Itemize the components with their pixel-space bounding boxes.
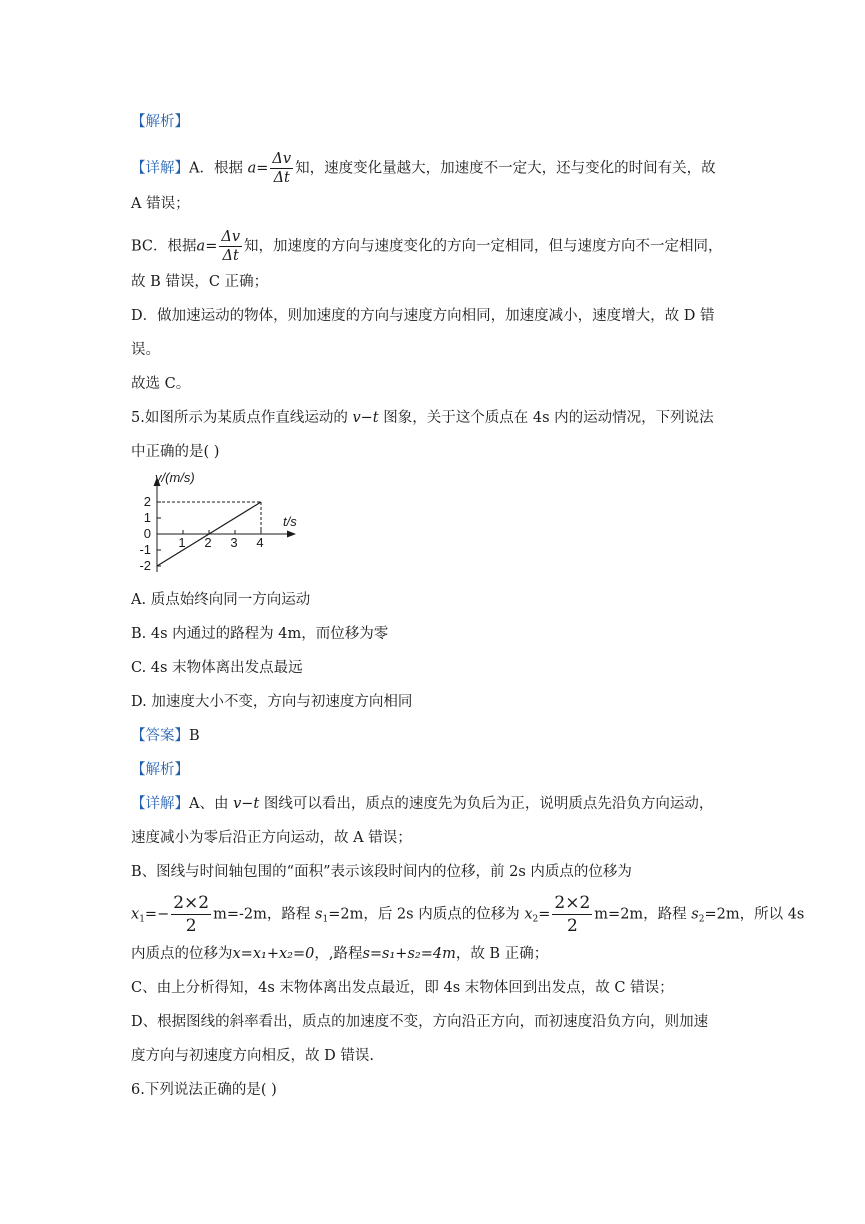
x-tick-label: 4 [256, 535, 264, 550]
y-tick-label: -1 [139, 542, 151, 557]
b-end3: =2m，所以 4s [704, 906, 805, 923]
q4-bc-prefix: BC．根据 [131, 238, 197, 255]
q5-stem-line1 [131, 408, 714, 428]
q5-option-b: B. 4s 内通过的路程为 4m，而位移为零 [131, 626, 389, 642]
formula-eq: = [205, 238, 218, 255]
q5-sol-a-suffix: 图线可以看出，质点的速度先为负后为正，说明质点先沿负方向运动， [263, 796, 714, 812]
x2-sub: 2 [532, 914, 539, 925]
x-tick-label: 1 [178, 535, 186, 550]
q4-detail-bc [131, 228, 723, 265]
area-fraction-2 [552, 892, 592, 937]
frac-num: 2×2 [554, 893, 591, 913]
x1-sub: 1 [139, 914, 145, 925]
y-tick-label: -2 [139, 558, 151, 573]
q5-stem-line2: 中正确的是( ) [131, 444, 220, 460]
y-axis-label: v/(m/s) [155, 470, 195, 485]
s1-sub: 1 [322, 914, 329, 925]
q6-stem: 6.下列说法正确的是( ) [131, 1082, 277, 1098]
b3-formula: x=x₁+x₂=0 [232, 946, 315, 962]
formula-a: a [196, 238, 206, 255]
b-mid2: =2m，后 2s 内质点的位移为 [328, 906, 520, 923]
q5-option-a: A. 质点始终向同一方向运动 [131, 592, 311, 608]
q4-bc-suffix: 知，加速度的方向与速度变化的方向一定相同，但与速度方向不一定相同， [244, 238, 723, 255]
q5-option-d: D. 加速度大小不变，方向与初速度方向相同 [131, 694, 413, 710]
analysis-heading-2: 【解析】 [131, 762, 189, 778]
s2: s [691, 906, 699, 923]
formula-fraction [270, 150, 293, 187]
x-axis-arrow [287, 531, 296, 538]
q4-conclusion: 故选 C。 [131, 376, 191, 392]
frac-den: 2 [185, 916, 197, 936]
frac-den: 2 [566, 916, 578, 936]
q4-d-line2: 误。 [131, 342, 160, 358]
y-tick-label: 2 [143, 494, 151, 509]
s2-sub: 2 [698, 914, 705, 925]
eq-neg: =− [144, 906, 170, 923]
q5-sol-c: C、由上分析得知，4s 末物体离出发点最近，即 4s 末物体回到出发点，故 C 错误； [131, 980, 674, 996]
q5-sol-a-prefix: A、由 [189, 796, 229, 812]
answer-value: B [189, 728, 200, 744]
formula-numerator: Δv [221, 229, 241, 245]
b3-c: ，故 B 正确； [455, 946, 549, 962]
eq: = [538, 906, 551, 923]
q5-sol-b-line2 [131, 892, 804, 942]
frac-num: 2×2 [173, 893, 210, 913]
x-axis-label: t/s [283, 514, 297, 529]
q5-sol-b-line1: B、图线与时间轴包围的“面积”表示该段时间内的位移，前 2s 内质点的位移为 [131, 864, 632, 880]
b3-a: 内质点的位移为 [131, 946, 233, 962]
y-tick-label: 0 [143, 526, 151, 541]
b3-b: ，,路程 [314, 946, 363, 962]
formula-denominator: Δt [273, 170, 290, 186]
detail-label: 【详解】 [131, 160, 189, 177]
q4-a-end: A 错误； [131, 196, 190, 212]
q5-stem-vt: v−t [352, 410, 379, 426]
x-tick-label: 2 [204, 535, 212, 550]
q5-sol-vt: v−t [233, 796, 260, 812]
b-mid1: m=-2m，路程 [213, 906, 311, 923]
formula-eq: = [256, 160, 269, 177]
q5-answer [131, 726, 200, 746]
q5-sol-d-line1: D、根据图线的斜率看出，质点的加速度不变，方向沿正方向，而初速度沿负方向，则加速 [131, 1014, 709, 1030]
x-tick-label: 3 [230, 535, 238, 550]
formula-fraction [219, 228, 242, 265]
q5-sol-b-line3 [131, 944, 548, 964]
q5-stem-b: 图象，关于这个质点在 4s 内的运动情况，下列说法 [383, 410, 714, 426]
analysis-heading: 【解析】 [131, 114, 189, 130]
answer-label: 【答案】 [131, 728, 189, 744]
b-mid3: m=2m，路程 [594, 906, 687, 923]
detail-label: 【详解】 [131, 796, 189, 812]
q4-bc-end: 故 B 错误，C 正确； [131, 274, 269, 290]
area-fraction-1 [171, 892, 211, 937]
q5-stem-a: 5.如图所示为某质点作直线运动的 [131, 410, 348, 426]
q5-sol-a [131, 794, 713, 814]
b3-formula2: s=s₁+s₂=4m [362, 946, 456, 962]
q4-a-suffix: 知，速度变化量越大，加速度不一定大，还与变化的时间有关，故 [295, 160, 716, 177]
formula-numerator: Δv [272, 151, 292, 167]
x1: x [131, 906, 140, 923]
q5-sol-a-line2: 速度减小为零后沿正方向运动，故 A 错误； [131, 830, 412, 846]
q4-detail-a [131, 150, 716, 187]
s1: s [315, 906, 323, 923]
y-tick-label: 1 [143, 510, 151, 525]
vt-graph [131, 468, 301, 580]
q5-option-c: C. 4s 末物体离出发点最远 [131, 660, 303, 676]
q4-a-prefix: A．根据 [189, 160, 243, 177]
q5-sol-d-line2: 度方向与初速度方向相反，故 D 错误. [131, 1048, 374, 1064]
x2: x [524, 906, 533, 923]
q4-d-line1: D．做加速运动的物体，则加速度的方向与速度方向相同，加速度减小，速度增大，故 D 错 [131, 308, 715, 324]
formula-a: a [247, 160, 257, 177]
formula-denominator: Δt [222, 248, 239, 264]
